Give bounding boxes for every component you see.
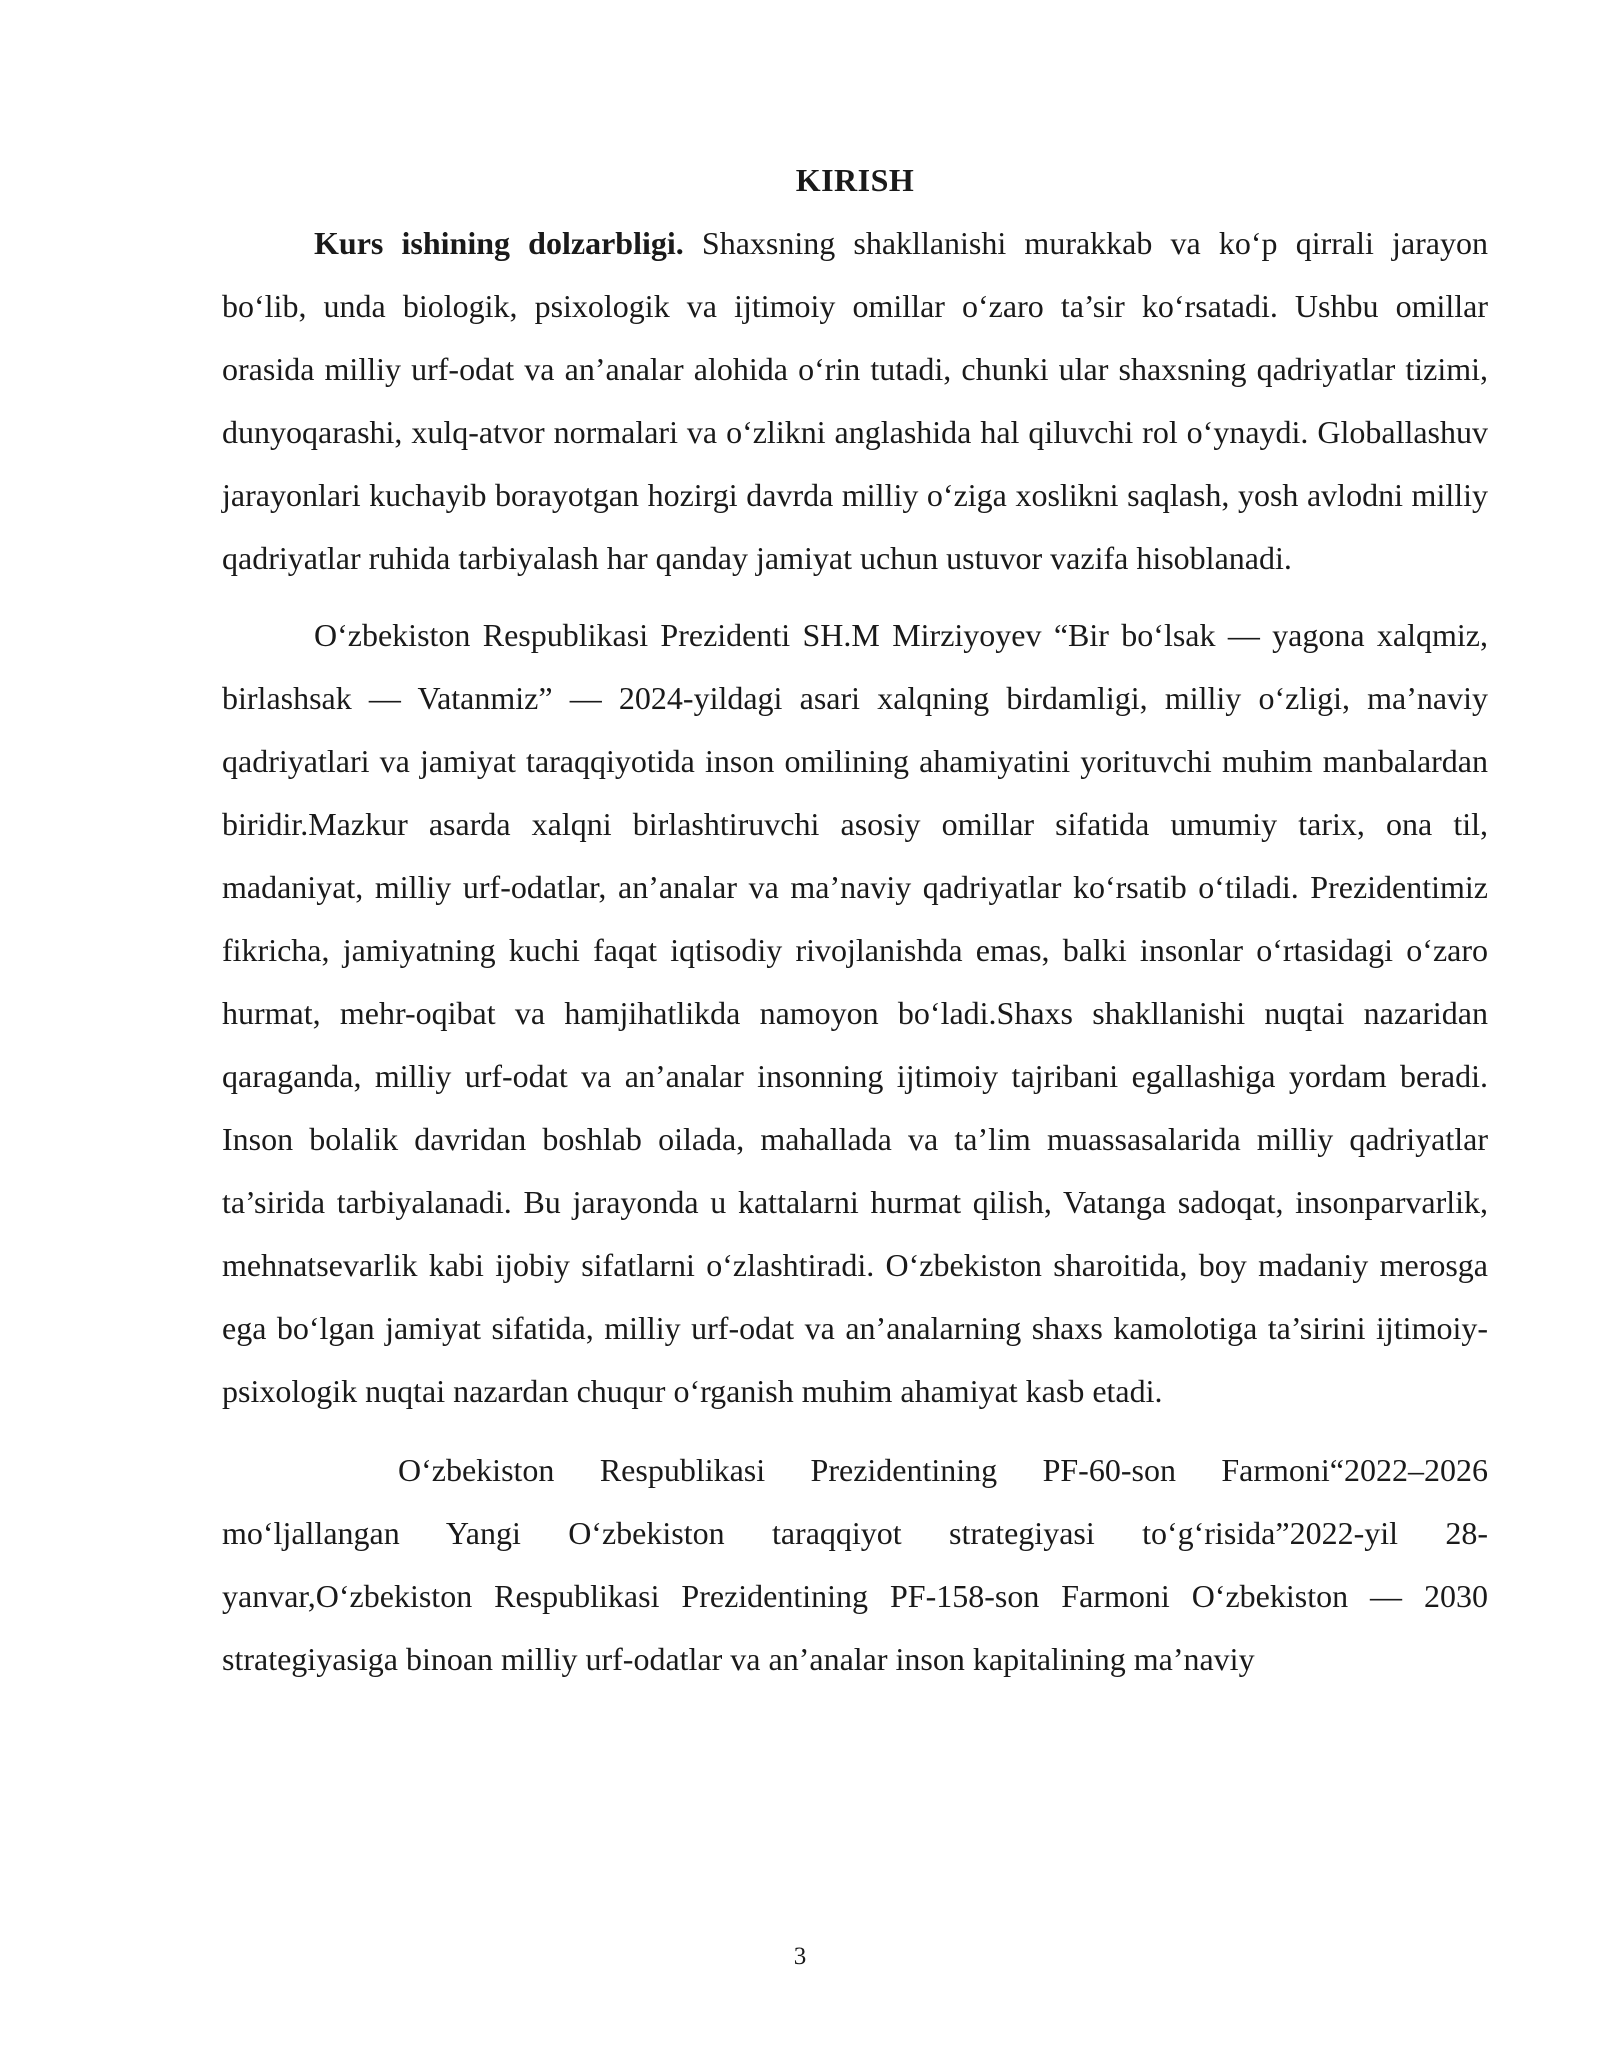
paragraph-decrees (222, 1439, 1488, 1691)
page-number: 3 (793, 1943, 807, 1970)
paragraph-lead-heading: Kurs ishining dolzarbligi. (314, 225, 684, 261)
paragraph-relevance (222, 212, 1488, 590)
paragraph-text: Shaxsning shakllanishi murakkab va ko‘p qirrali jarayon bo‘lib, unda biologik, psixologik va ijtimoiy omillar o‘zaro ta’sir ko‘rsatadi. Ushbu omillar orasida milliy urf-odat va an’analar alohida o‘rin tutadi, chunki ular shaxsning qadriyatlar tizimi, dunyoqarashi, xulq-atvor normalari va o‘zlikni anglashida hal qiluvchi rol o‘ynaydi. Globallashuv jarayonlari kuchayib borayotgan hozirgi davrda milliy o‘ziga xoslikni saqlash, yosh avlodni milliy qadriyatlar ruhida tarbiyalash har qanday jamiyat uchun ustuvor vazifa hisoblanadi. (222, 225, 1488, 576)
paragraph-president-work (222, 604, 1488, 1423)
section-title: KIRISH (795, 162, 915, 198)
paragraph-text: O‘zbekiston Respublikasi Prezidentining PF-60-son Farmoni“2022–2026 mo‘ljallangan Yangi O‘zbekiston taraqqiyot strategiyasi to‘g‘risida”2022-yil 28-yanvar,O‘zbekiston Respublikasi Prezidentining PF-158-son Farmoni O‘zbekiston — 2030 strategiyasiga binoan milliy urf-odatlar va an’analar inson kapitalining ma’naviy (222, 1452, 1488, 1677)
paragraph-text: O‘zbekiston Respublikasi Prezidenti SH.M Mirziyoyev “Bir bo‘lsak — yagona xalqmiz, birlashsak — Vatanmiz” — 2024-yildagi asari xalqning birdamligi, milliy o‘zligi, ma’naviy qadriyatlari va jamiyat taraqqiyotida inson omilining ahamiyatini yorituvchi muhim manbalardan biridir.Mazkur asarda xalqni birlashtiruvchi asosiy omillar sifatida umumiy tarix, ona til, madaniyat, milliy urf-odatlar, an’analar va ma’naviy qadriyatlar ko‘rsatib o‘tiladi. Prezidentimiz fikricha, jamiyatning kuchi faqat iqtisodiy rivojlanishda emas, balki insonlar o‘rtasidagi o‘zaro hurmat, mehr-oqibat va hamjihatlikda namoyon bo‘ladi.Shaxs shakllanishi nuqtai nazaridan qaraganda, milliy urf-odat va an’analar insonning ijtimoiy tajribani egallashiga yordam beradi. Inson bolalik davridan boshlab oilada, mahallada va ta’lim muassasalarida milliy qadriyatlar ta’sirida tarbiyalanadi. Bu jarayonda u kattalarni hurmat qilish, Vatanga sadoqat, insonparvarlik, mehnatsevarlik kabi ijobiy sifatlarni o‘zlashtiradi. O‘zbekiston sharoitida, boy madaniy merosga ega bo‘lgan jamiyat sifatida, milliy urf-odat va an’analarning shaxs kamolotiga ta’sirini ijtimoiy-psixologik nuqtai nazardan chuqur o‘rganish muhim ahamiyat kasb etadi. (222, 617, 1488, 1409)
page-content (222, 156, 1488, 1691)
